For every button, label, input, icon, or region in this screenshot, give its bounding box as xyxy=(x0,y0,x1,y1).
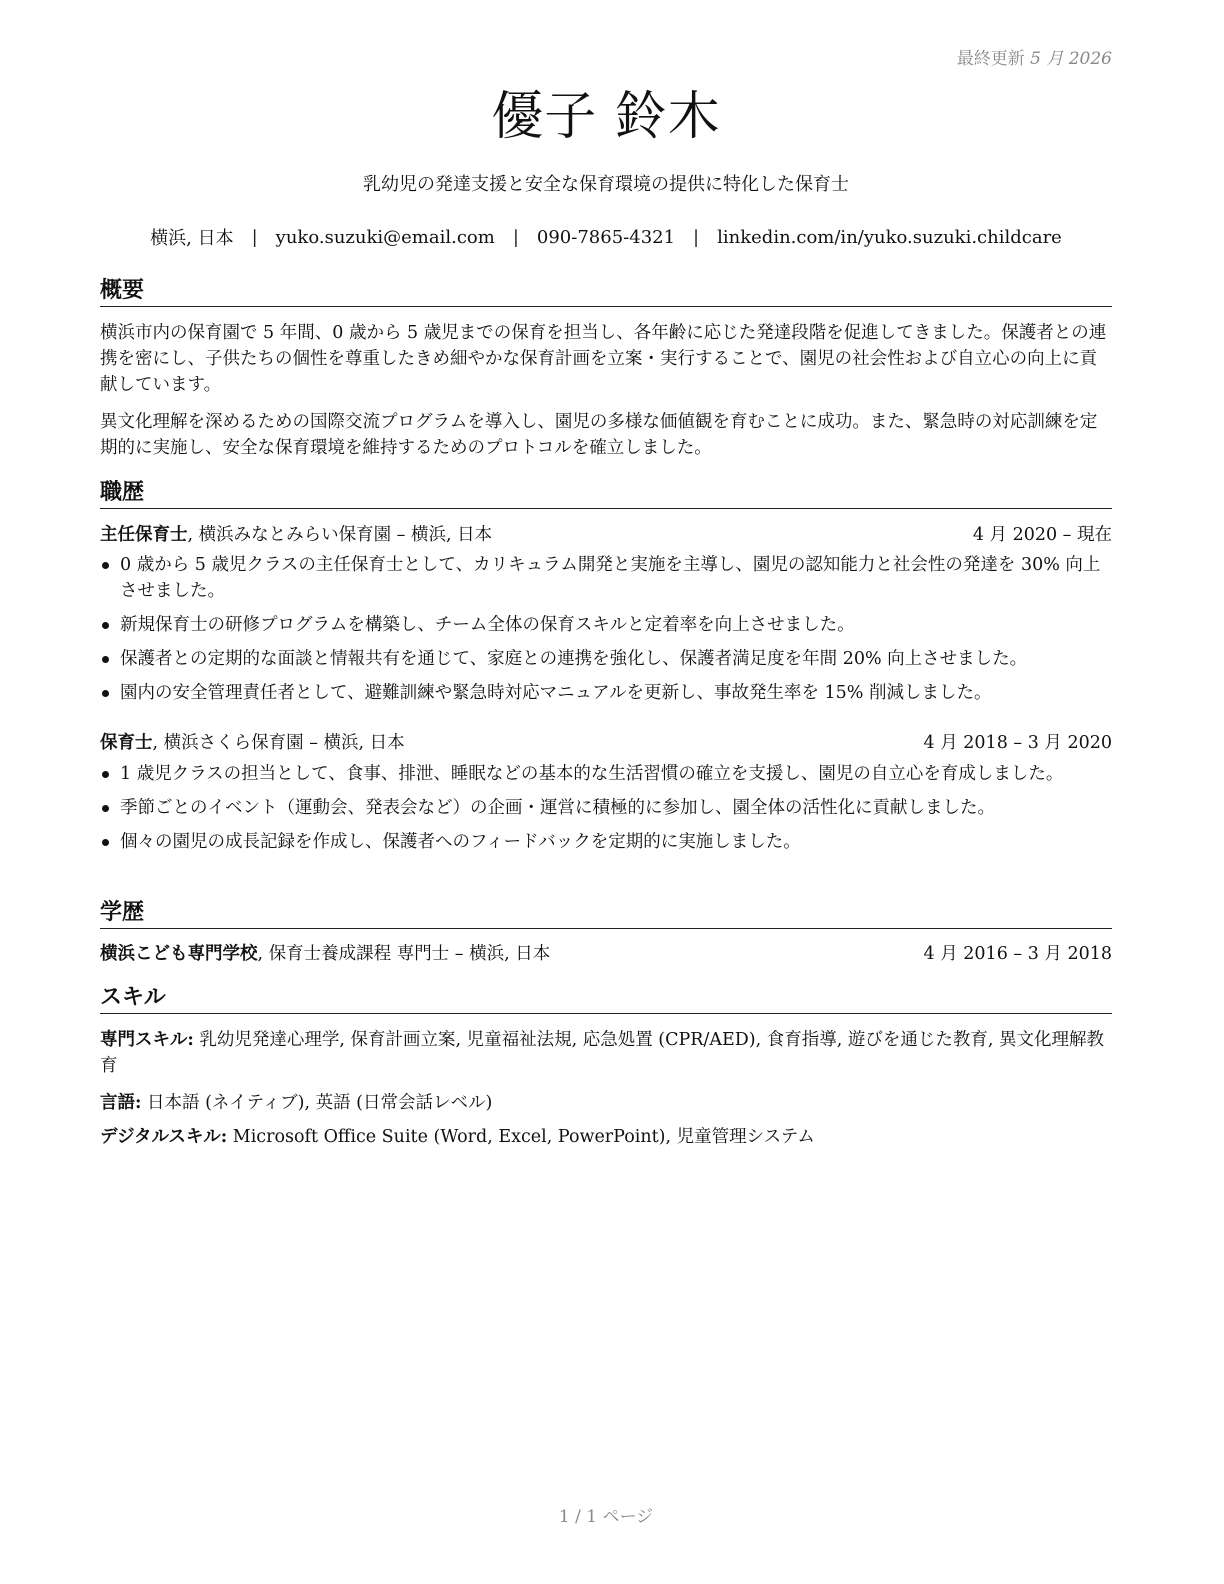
list-item: 個々の園児の成長記録を作成し、保護者へのフィードバックを定期的に実施しました。 xyxy=(100,829,1112,855)
page-number: 1 / 1 ページ xyxy=(558,1507,654,1527)
contact-phone[interactable]: 090-7865-4321 xyxy=(536,226,676,248)
contact-separator: | xyxy=(693,226,700,248)
skill-language xyxy=(100,1090,1112,1116)
section-title-summary: 概要 xyxy=(100,276,1112,307)
list-item: 1 歳児クラスの担当として、食事、排泄、睡眠などの基本的な生活習慣の確立を支援し、園児の自立心を育成しました。 xyxy=(100,761,1112,787)
job-org: , 横浜さくら保育園 – 横浜, 日本 xyxy=(152,733,405,753)
skill-professional xyxy=(100,1027,1112,1079)
skill-label: 言語: xyxy=(100,1093,142,1113)
section-title-skills: スキル xyxy=(100,983,1112,1014)
summary-paragraph: 異文化理解を深めるための国際交流プログラムを導入し、園児の多様な価値観を育むことに成功。また、緊急時の対応訓練を定期的に実施し、安全な保育環境を維持するためのプロトコルを確立しました。 xyxy=(100,412,1098,458)
job-header xyxy=(100,730,1112,756)
skill-value: 日本語 (ネイティブ), 英語 (日常会話レベル) xyxy=(141,1093,493,1113)
contact-linkedin[interactable]: linkedin.com/in/yuko.suzuki.childcare xyxy=(717,226,1062,248)
last-updated-label: 最終更新 xyxy=(956,49,1025,69)
list-item: 園内の安全管理責任者として、避難訓練や緊急時対応マニュアルを更新し、事故発生率を 15% 削減しました。 xyxy=(100,680,1112,706)
education-detail: , 保育士養成課程 専門士 – 横浜, 日本 xyxy=(257,944,551,964)
job-role: 保育士 xyxy=(100,733,153,753)
education-title-line xyxy=(100,941,550,967)
summary-paragraph: 横浜市内の保育園で 5 年間、0 歳から 5 歳児までの保育を担当し、各年齢に応じた発達段階を促進してきました。保護者との連携を密にし、子供たちの個性を尊重したきめ細やかな保育計画を立案・実行することで、園児の社会性および自立心の向上に貢献しています。 xyxy=(100,323,1107,395)
list-item: 新規保育士の研修プログラムを構築し、チーム全体の保育スキルと定着率を向上させました。 xyxy=(100,612,1112,638)
section-title-education: 学歴 xyxy=(100,898,1112,929)
job-period: 4 月 2018 – 3 月 2020 xyxy=(923,733,1112,753)
candidate-name: 優子 鈴木 xyxy=(491,87,721,147)
list-item: 0 歳から 5 歳児クラスの主任保育士として、カリキュラム開発と実施を主導し、園児の認知能力と社会性の発達を 30% 向上させました。 xyxy=(100,552,1112,604)
skill-label: デジタルスキル: xyxy=(100,1127,228,1147)
skill-value: 乳幼児発達心理学, 保育計画立案, 児童福祉法規, 応急処置 (CPR/AED), 食育指導, 遊びを通じた教育, 異文化理解教育 xyxy=(100,1030,1105,1076)
skill-digital xyxy=(100,1124,1112,1150)
contact-location: 横浜, 日本 xyxy=(150,228,234,249)
education-entry xyxy=(100,941,1112,967)
skill-label: 専門スキル: xyxy=(100,1030,194,1050)
education-period: 4 月 2016 – 3 月 2018 xyxy=(923,944,1112,964)
job-org: , 横浜みなとみらい保育園 – 横浜, 日本 xyxy=(187,525,493,545)
tagline: 乳幼児の発達支援と安全な保育環境の提供に特化した保育士 xyxy=(363,174,849,195)
resume-page xyxy=(100,0,1112,1584)
job-role: 主任保育士 xyxy=(100,525,188,545)
section-title-experience: 職歴 xyxy=(100,478,1112,509)
list-item: 季節ごとのイベント（運動会、発表会など）の企画・運営に積極的に参加し、園全体の活性化に貢献しました。 xyxy=(100,795,1112,821)
skill-value: Microsoft Office Suite (Word, Excel, PowerPoint), 児童管理システム xyxy=(227,1127,815,1147)
contact-line xyxy=(100,224,1112,250)
job-period: 4 月 2020 – 現在 xyxy=(972,525,1112,545)
job-bullets xyxy=(100,761,1112,863)
list-item: 保護者との定期的な面談と情報共有を通じて、家庭との連携を強化し、保護者満足度を年間 20% 向上させました。 xyxy=(100,646,1112,672)
job-header xyxy=(100,522,1112,548)
job-bullets xyxy=(100,552,1112,714)
last-updated xyxy=(957,44,1112,69)
job-title-line xyxy=(100,730,405,756)
last-updated-date: 5 月 2026 xyxy=(1030,49,1112,69)
contact-email[interactable]: yuko.suzuki@email.com xyxy=(275,226,495,248)
school-name: 横浜こども専門学校 xyxy=(100,944,258,964)
contact-separator: | xyxy=(512,226,519,248)
contact-separator: | xyxy=(251,226,258,248)
job-title-line xyxy=(100,522,492,548)
